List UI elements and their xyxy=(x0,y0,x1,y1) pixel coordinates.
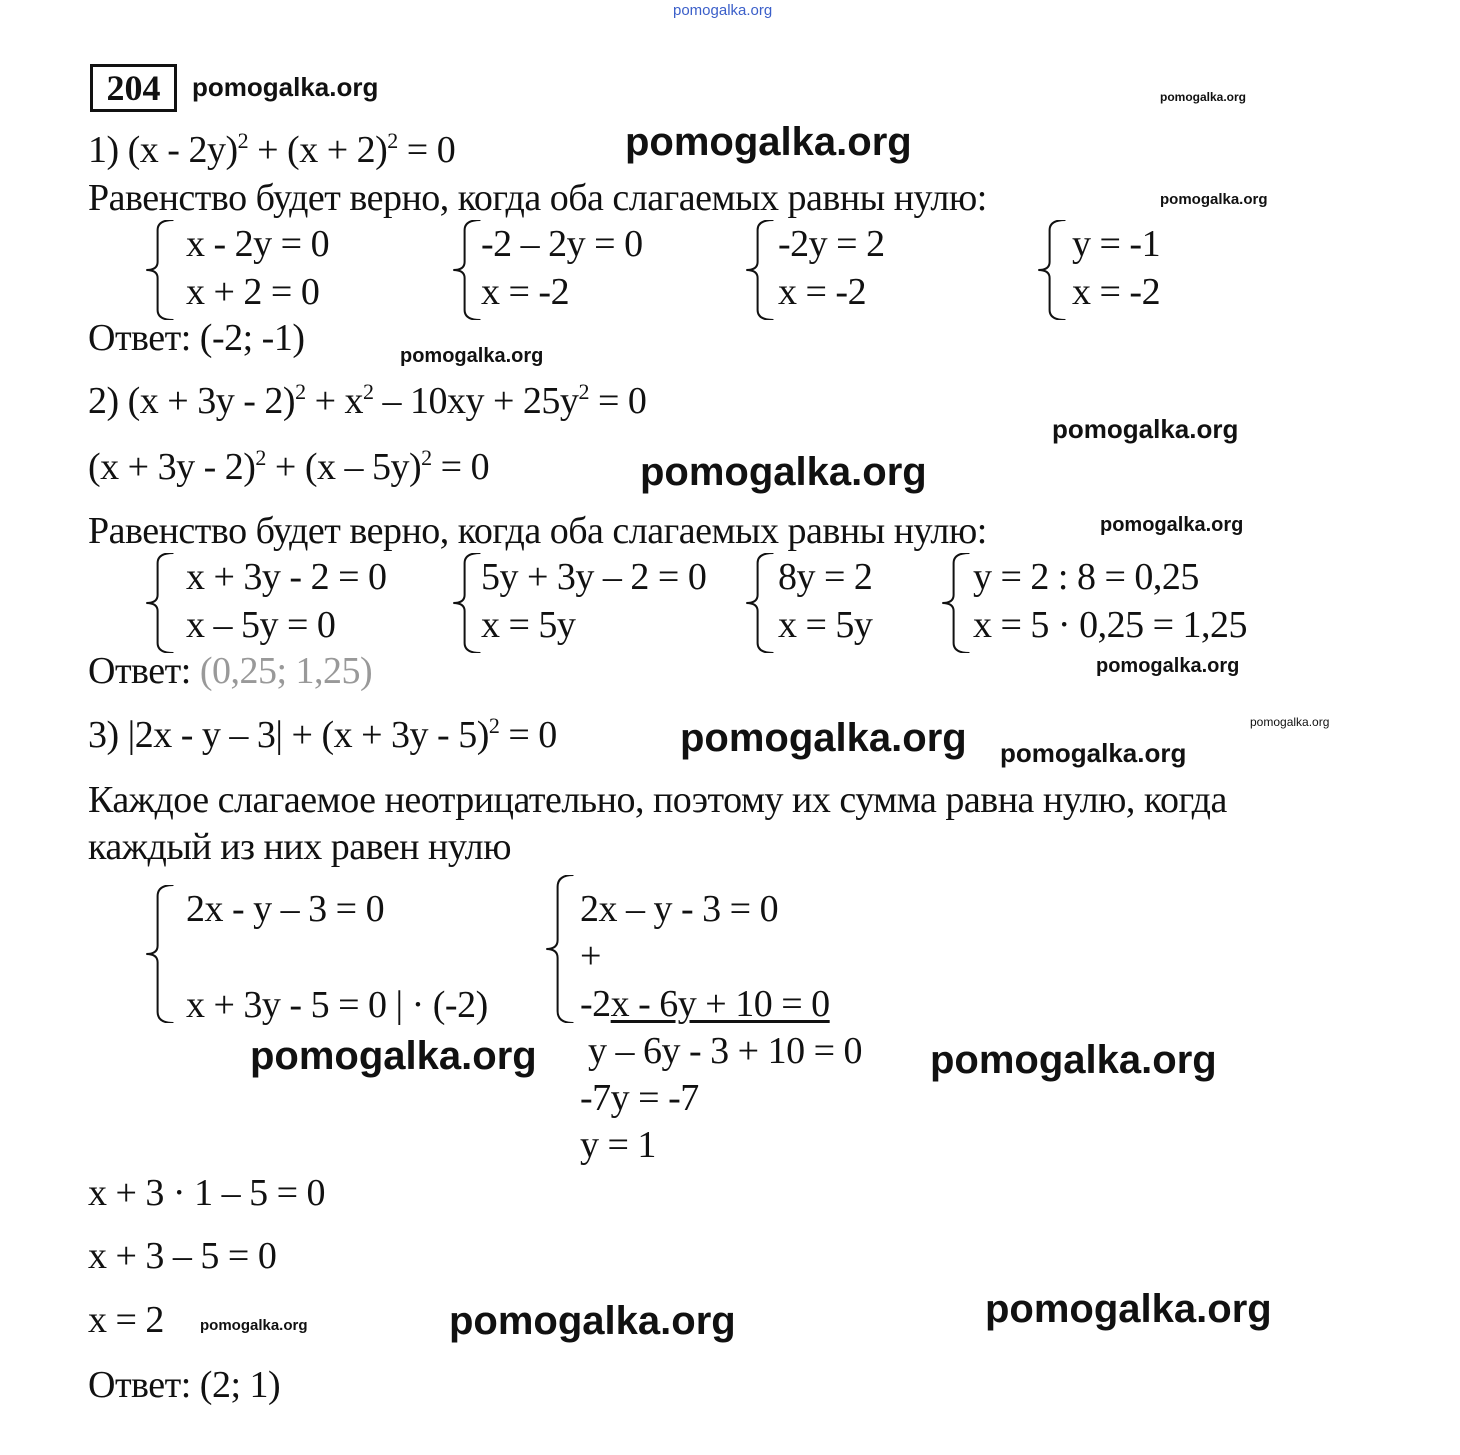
eq-text: = 0 xyxy=(431,446,490,488)
answer-label: Ответ: xyxy=(88,650,191,692)
part1-explanation: Равенство будет верно, когда оба слагаемых равны нулю: xyxy=(88,177,987,219)
part2-explanation: Равенство будет верно, когда оба слагаемых равны нулю: xyxy=(88,510,987,552)
part2-answer xyxy=(88,649,372,693)
eq-text: (x + 3y - 2) xyxy=(88,446,256,488)
system-brace-icon xyxy=(451,220,485,320)
substitution-line: x + 3 – 5 = 0 xyxy=(88,1235,277,1277)
system-line: 2x - y – 3 = 0 xyxy=(186,888,385,930)
system-line: x = 5y xyxy=(481,604,576,646)
substitution-line: x + 3 · 1 – 5 = 0 xyxy=(88,1172,326,1214)
system-line: x - 2y = 0 xyxy=(186,223,330,265)
watermark-top: pomogalka.org xyxy=(673,2,773,19)
watermark: pomogalka.org xyxy=(1096,655,1240,677)
system-brace-icon xyxy=(940,553,974,653)
system-line: x = 5 · 0,25 = 1,25 xyxy=(973,604,1248,646)
system-line: -2 – 2y = 0 xyxy=(481,223,643,265)
part3-answer: Ответ: (2; 1) xyxy=(88,1364,281,1406)
system-brace-icon xyxy=(144,220,178,320)
exponent: 2 xyxy=(578,379,589,404)
exponent: 2 xyxy=(255,445,266,470)
system-line: x – 5y = 0 xyxy=(186,604,336,646)
eq-text-underlined: x - 6y + 10 = 0 xyxy=(610,983,830,1025)
watermark: pomogalka.org xyxy=(1052,414,1239,444)
system-line: 2x – y - 3 = 0 xyxy=(580,888,779,930)
exponent: 2 xyxy=(295,379,306,404)
exponent: 2 xyxy=(488,713,500,738)
watermark: pomogalka.org xyxy=(680,716,967,760)
part3-explanation: каждый из них равен нулю xyxy=(88,826,512,868)
watermark: pomogalka.org xyxy=(1160,90,1247,104)
system-line xyxy=(580,982,830,1026)
system-line: x + 3y - 2 = 0 xyxy=(186,556,387,598)
step-line: -7y = -7 xyxy=(580,1077,699,1119)
eq-text: 3) |2x - y – 3| + (x + 3y - 5) xyxy=(88,714,489,756)
system-line: x = -2 xyxy=(1072,271,1161,313)
part1-answer: Ответ: (-2; -1) xyxy=(88,317,305,359)
watermark: pomogalka.org xyxy=(1160,191,1268,208)
system-brace-icon xyxy=(144,885,178,1023)
part2-equation xyxy=(88,379,646,423)
watermark: pomogalka.org xyxy=(625,120,912,164)
part2-rewritten xyxy=(88,445,489,489)
exponent: 2 xyxy=(421,445,432,470)
watermark: pomogalka.org xyxy=(930,1038,1217,1082)
system-line: y = -1 xyxy=(1072,223,1161,265)
eq-text: + x xyxy=(305,380,363,422)
watermark: pomogalka.org xyxy=(985,1287,1272,1331)
eq-text: – 10xy + 25y xyxy=(373,380,579,422)
system-line: x + 3y - 5 = 0 | · (-2) xyxy=(186,984,488,1026)
watermark: pomogalka.org xyxy=(1250,715,1330,729)
watermark: pomogalka.org xyxy=(192,72,379,102)
part3-equation xyxy=(88,713,557,757)
substitution-line: x = 2 xyxy=(88,1299,164,1341)
system-brace-icon xyxy=(1036,220,1070,320)
step-line: y = 1 xyxy=(580,1124,656,1166)
exponent: 2 xyxy=(387,128,398,153)
part3-explanation: Каждое слагаемое неотрицательно, поэтому их сумма равна нулю, когда xyxy=(88,779,1227,821)
system-line: 8y = 2 xyxy=(778,556,873,598)
eq-text: = 0 xyxy=(499,714,557,756)
watermark: pomogalka.org xyxy=(200,1317,308,1334)
watermark: pomogalka.org xyxy=(449,1299,736,1343)
eq-text: + (x – 5y) xyxy=(265,446,422,488)
system-brace-icon xyxy=(544,875,578,1023)
eq-text: + (x + 2) xyxy=(248,129,388,171)
watermark: pomogalka.org xyxy=(250,1034,537,1078)
exponent: 2 xyxy=(237,128,249,153)
eq-text: = 0 xyxy=(397,129,456,171)
system-brace-icon xyxy=(744,553,778,653)
eq-text: = 0 xyxy=(588,380,647,422)
system-line: 5y + 3y – 2 = 0 xyxy=(481,556,707,598)
exponent: 2 xyxy=(363,379,374,404)
system-brace-icon xyxy=(744,220,778,320)
plus-sign: + xyxy=(580,935,601,977)
system-line: x = 5y xyxy=(778,604,873,646)
system-brace-icon xyxy=(451,553,485,653)
problem-number: 204 xyxy=(90,64,177,112)
watermark: pomogalka.org xyxy=(400,345,544,367)
step-line: y – 6y - 3 + 10 = 0 xyxy=(588,1030,863,1072)
system-line: -2y = 2 xyxy=(778,223,885,265)
part1-equation xyxy=(88,128,455,172)
system-brace-icon xyxy=(144,553,178,653)
watermark: pomogalka.org xyxy=(1000,738,1187,768)
system-line: x = -2 xyxy=(778,271,867,313)
eq-text: 1) (x - 2y) xyxy=(88,129,238,171)
system-line: x = -2 xyxy=(481,271,570,313)
system-line: x + 2 = 0 xyxy=(186,271,320,313)
eq-text: 2) (x + 3y - 2) xyxy=(88,380,296,422)
watermark: pomogalka.org xyxy=(640,450,927,494)
answer-value: (0,25; 1,25) xyxy=(199,650,373,692)
system-line: y = 2 : 8 = 0,25 xyxy=(973,556,1199,598)
eq-text: -2 xyxy=(580,983,611,1025)
watermark: pomogalka.org xyxy=(1100,514,1244,536)
